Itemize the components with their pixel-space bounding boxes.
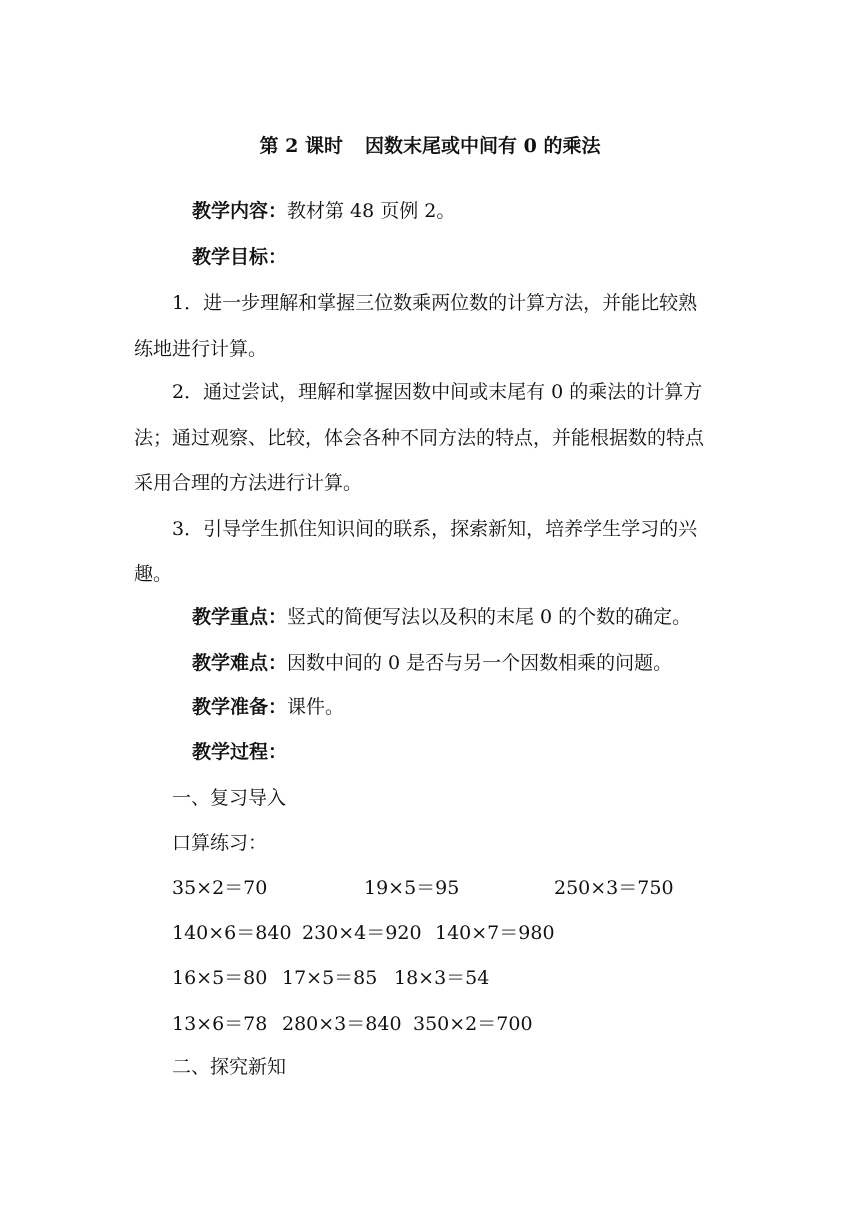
objective-3-line-1: 3．引导学生抓住知识间的联系，探索新知，培养学生学习的兴 [172,518,698,540]
oral-calc-heading: 口算练习： [172,832,268,854]
difficulty [192,651,672,675]
objective-2-line-1: 2．通过尝试，理解和掌握因数中间或末尾有 0 的乘法的计算方 [172,381,703,403]
calc-item: 250×3＝750 [554,877,674,899]
calc-item: 17×5＝85 [282,967,378,989]
calc-item: 35×2＝70 [172,877,268,899]
calc-item: 140×7＝980 [435,922,555,944]
difficulty-label: 教学难点： [192,652,288,674]
process-label: 教学过程： [192,741,288,763]
page-title [0,134,860,158]
objectives-label: 教学目标： [192,246,288,268]
calc-item: 140×6＝840 [172,922,292,944]
objective-2-line-3: 采用合理的方法进行计算。 [134,472,363,494]
calc-item: 350×2＝700 [413,1013,533,1035]
calc-item: 230×4＝920 [302,922,422,944]
calc-item: 19×5＝95 [364,877,460,899]
teaching-content-label: 教学内容： [192,200,288,222]
key-point [192,605,691,629]
key-point-text: 竖式的简便写法以及积的末尾 0 的个数的确定。 [287,606,692,628]
calc-item: 13×6＝78 [172,1013,268,1035]
preparation-text: 课件。 [287,696,345,718]
objective-1-line-2: 练地进行计算。 [134,338,268,360]
calc-item: 16×5＝80 [172,967,268,989]
section-1-heading: 一、复习导入 [172,787,287,809]
calc-item: 18×3＝54 [394,967,490,989]
teaching-content-text: 教材第 48 页例 2。 [287,200,456,222]
objective-3-line-2: 趣。 [134,563,173,585]
section-2-heading: 二、探究新知 [172,1056,287,1078]
preparation-label: 教学准备： [192,696,288,718]
teaching-content [192,199,455,223]
objective-1-line-1: 1．进一步理解和掌握三位数乘两位数的计算方法，并能比较熟 [172,292,698,314]
key-point-label: 教学重点： [192,606,288,628]
preparation [192,695,344,719]
objective-2-line-2: 法；通过观察、比较，体会各种不同方法的特点，并能根据数的特点 [134,427,705,449]
difficulty-text: 因数中间的 0 是否与另一个因数相乘的问题。 [287,652,673,674]
calc-item: 280×3＝840 [282,1013,402,1035]
lesson-number: 第 2 课时 [259,135,343,157]
lesson-topic: 因数末尾或中间有 0 的乘法 [365,135,601,157]
